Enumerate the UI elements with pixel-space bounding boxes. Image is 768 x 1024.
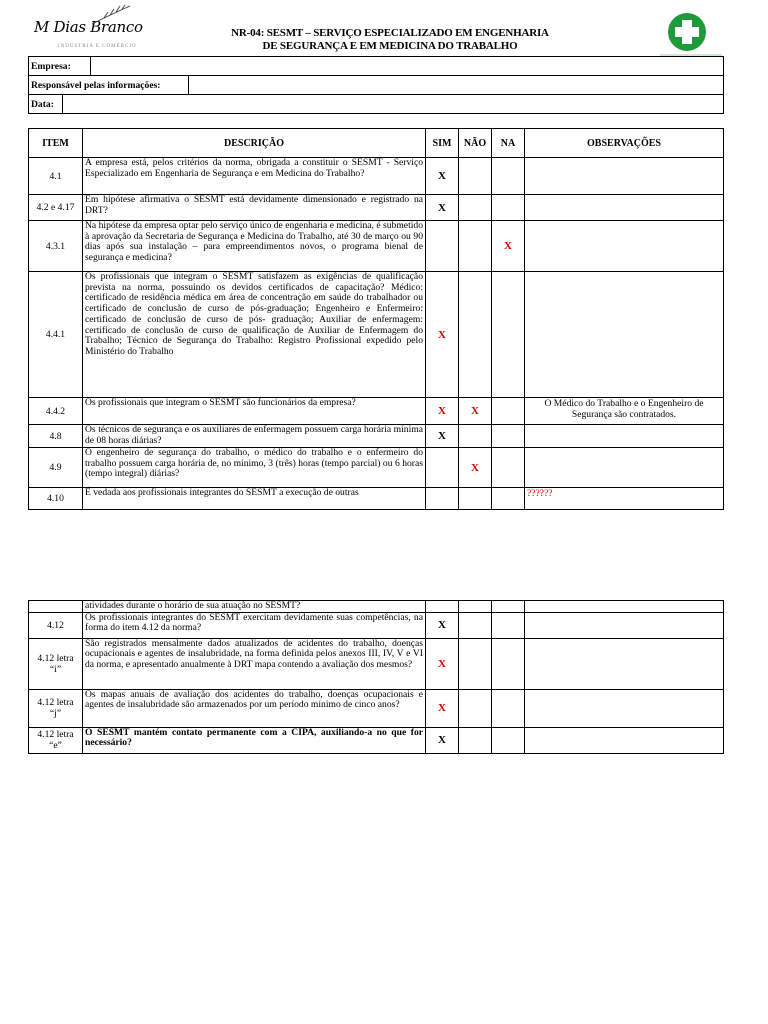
item-cell: 4.12 letra “e” [29, 727, 83, 753]
observacoes-cell[interactable] [525, 448, 724, 488]
observacoes-cell[interactable]: O Médico do Trabalho e o Engenheiro de Segurança são contratados. [525, 398, 724, 425]
item-cell: 4.12 letra “i” [29, 638, 83, 689]
header-item: ITEM [29, 129, 83, 158]
sim-cell[interactable] [426, 448, 459, 488]
nao-cell[interactable]: X [459, 398, 492, 425]
table-row [29, 272, 724, 398]
na-cell[interactable] [492, 601, 525, 613]
title-line-1: NR-04: SESMT – SERVIÇO ESPECIALIZADO EM ENGENHARIA [231, 27, 549, 39]
sim-cell[interactable]: X [426, 272, 459, 398]
responsavel-label: Responsável pelas informações: [29, 76, 189, 95]
table-row [29, 221, 724, 272]
table-row [29, 612, 724, 638]
observacoes-cell[interactable] [525, 727, 724, 753]
na-cell[interactable] [492, 612, 525, 638]
table-row [29, 398, 724, 425]
responsavel-row [29, 76, 724, 95]
observacoes-cell[interactable] [525, 425, 724, 448]
responsavel-field[interactable] [189, 76, 724, 95]
item-cell: 4.9 [29, 448, 83, 488]
table-row [29, 158, 724, 195]
logo-subtitle: INDÚSTRIA E COMÉRCIO [58, 44, 137, 49]
nao-cell[interactable] [459, 601, 492, 613]
observacoes-cell[interactable] [525, 195, 724, 221]
description-cell: Os mapas anuais de avaliação dos acidentes do trabalho, doenças ocupacionais e agentes de insalubridade são armazenados por um período mínimo de cinco anos? [83, 689, 426, 727]
table-header-row [29, 129, 724, 158]
description-cell: Os profissionais que integram o SESMT satisfazem as exigências de qualificação prevista na norma, possuindo os devidos certificados de capacitação? Médico: certificado de residência médica em área de concentração em saúde do trabalhador ou certificado de conclusão de curso de pós-graduação; Engenheiro e Enfermeiro: certificado de conclusão de curso de pós- graduação; Auxiliar de enfermagem: certificado de conclusão de curso de qualificação de Auxiliar de Enfermagem do Trabalho; Técnico de Segurança do Trabalho: Registro Profissional expedido pelo Ministério do Trabalho [83, 272, 426, 398]
description-cell: O SESMT mantém contato permanente com a CIPA, auxiliando-a no que for necessário? [83, 727, 426, 753]
header-sim: SIM [426, 129, 459, 158]
item-cell: 4.12 letra “j” [29, 689, 83, 727]
nao-cell[interactable] [459, 689, 492, 727]
description-cell: A empresa está, pelos critérios da norma, obrigada a constituir o SESMT - Serviço Especializado em Engenharia de Segurança e em Medicina do Trabalho? [83, 158, 426, 195]
item-cell: 4.3.1 [29, 221, 83, 272]
sim-cell[interactable] [426, 221, 459, 272]
nao-cell[interactable] [459, 612, 492, 638]
sim-cell[interactable]: X [426, 398, 459, 425]
table-row [29, 195, 724, 221]
sim-cell[interactable]: X [426, 727, 459, 753]
observacoes-cell[interactable] [525, 689, 724, 727]
na-cell[interactable] [492, 398, 525, 425]
empresa-label: Empresa: [29, 57, 91, 76]
na-cell[interactable] [492, 448, 525, 488]
observacoes-cell[interactable] [525, 612, 724, 638]
na-cell[interactable] [492, 158, 525, 195]
title-line-2: DE SEGURANÇA E EM MEDICINA DO TRABALHO [262, 40, 518, 52]
item-cell: 4.4.2 [29, 398, 83, 425]
nao-cell[interactable] [459, 488, 492, 510]
empresa-field[interactable] [91, 57, 724, 76]
data-field[interactable] [63, 95, 724, 114]
green-cross-icon [660, 10, 722, 58]
na-cell[interactable] [492, 638, 525, 689]
description-cell: Os técnicos de segurança e os auxiliares de enfermagem possuem carga horária mínima de 08 horas diárias? [83, 425, 426, 448]
table-row [29, 727, 724, 753]
description-cell: Os profissionais integrantes do SESMT exercitam devidamente suas competências, na forma do item 4.12 da norma? [83, 612, 426, 638]
empresa-row [29, 57, 724, 76]
description-cell: O engenheiro de segurança do trabalho, o médico do trabalho e o enfermeiro do trabalho possuem carga horária de, no mínimo, 3 (três) horas (tempo parcial) ou 6 horas (tempo integral) diárias? [83, 448, 426, 488]
data-row [29, 95, 724, 114]
sim-cell[interactable]: X [426, 195, 459, 221]
nao-cell[interactable] [459, 727, 492, 753]
checklist-table [28, 128, 724, 510]
na-cell[interactable] [492, 272, 525, 398]
header-observacoes: OBSERVAÇÕES [525, 129, 724, 158]
table-row [29, 448, 724, 488]
sim-cell[interactable] [426, 488, 459, 510]
checklist-table-continued [28, 600, 724, 754]
table-row [29, 689, 724, 727]
table-row [29, 638, 724, 689]
description-cell: Os profissionais que integram o SESMT são funcionários da empresa? [83, 398, 426, 425]
info-table [28, 56, 724, 114]
page-title [180, 27, 600, 53]
description-cell: É vedada aos profissionais integrantes do SESMT a execução de outras [83, 488, 426, 510]
na-cell[interactable] [492, 488, 525, 510]
observacoes-cell[interactable] [525, 638, 724, 689]
observacoes-cell[interactable] [525, 601, 724, 613]
observacoes-cell[interactable] [525, 221, 724, 272]
item-cell: 4.12 [29, 612, 83, 638]
nao-cell[interactable] [459, 221, 492, 272]
observacoes-cell[interactable]: ?????? [525, 488, 724, 510]
description-cell: Na hipótese da empresa optar pelo serviço único de engenharia e medicina, é submetido à aprovação da Secretaria de Segurança e Medicina do Trabalho, até 30 de março ou 90 dias após sua instalação – para empreendimentos novos, o programa bienal de segurança e medicina? [83, 221, 426, 272]
nao-cell[interactable] [459, 272, 492, 398]
wheat-icon [90, 4, 134, 26]
table-row [29, 488, 724, 510]
sim-cell[interactable]: X [426, 612, 459, 638]
sim-cell[interactable]: X [426, 158, 459, 195]
description-cell: São registrados mensalmente dados atualizados de acidentes do trabalho, doenças ocupacionais e agentes de insalubridade, na forma definida pelos anexos III, IV, V e VI da norma, e apresentado anualmente à DRT mapa contendo a avaliação dos mesmos? [83, 638, 426, 689]
na-cell[interactable] [492, 195, 525, 221]
sim-cell[interactable] [426, 601, 459, 613]
sim-cell[interactable]: X [426, 638, 459, 689]
na-cell[interactable] [492, 425, 525, 448]
nao-cell[interactable] [459, 195, 492, 221]
sim-cell[interactable]: X [426, 425, 459, 448]
item-cell: 4.8 [29, 425, 83, 448]
nao-cell[interactable]: X [459, 448, 492, 488]
table-row [29, 601, 724, 613]
item-cell: 4.10 [29, 488, 83, 510]
safety-logo [660, 10, 722, 58]
item-cell [29, 601, 83, 613]
description-cell: Em hipótese afirmativa o SESMT está devidamente dimensionado e registrado na DRT? [83, 195, 426, 221]
na-cell[interactable]: X [492, 221, 525, 272]
logo-text: M Dias Branco [34, 18, 143, 36]
header-na: NA [492, 129, 525, 158]
na-cell[interactable] [492, 689, 525, 727]
observacoes-cell[interactable] [525, 158, 724, 195]
description-cell: atividades durante o horário de sua atuação no SESMT? [83, 601, 426, 613]
na-cell[interactable] [492, 727, 525, 753]
item-cell: 4.4.1 [29, 272, 83, 398]
table-row [29, 425, 724, 448]
header-nao: NÃO [459, 129, 492, 158]
item-cell: 4.2 e 4.17 [29, 195, 83, 221]
item-cell: 4.1 [29, 158, 83, 195]
header-descricao: DESCRIÇÃO [83, 129, 426, 158]
sim-cell[interactable]: X [426, 689, 459, 727]
nao-cell[interactable] [459, 425, 492, 448]
nao-cell[interactable] [459, 638, 492, 689]
nao-cell[interactable] [459, 158, 492, 195]
data-label: Data: [29, 95, 63, 114]
observacoes-cell[interactable] [525, 272, 724, 398]
company-logo [28, 4, 148, 50]
